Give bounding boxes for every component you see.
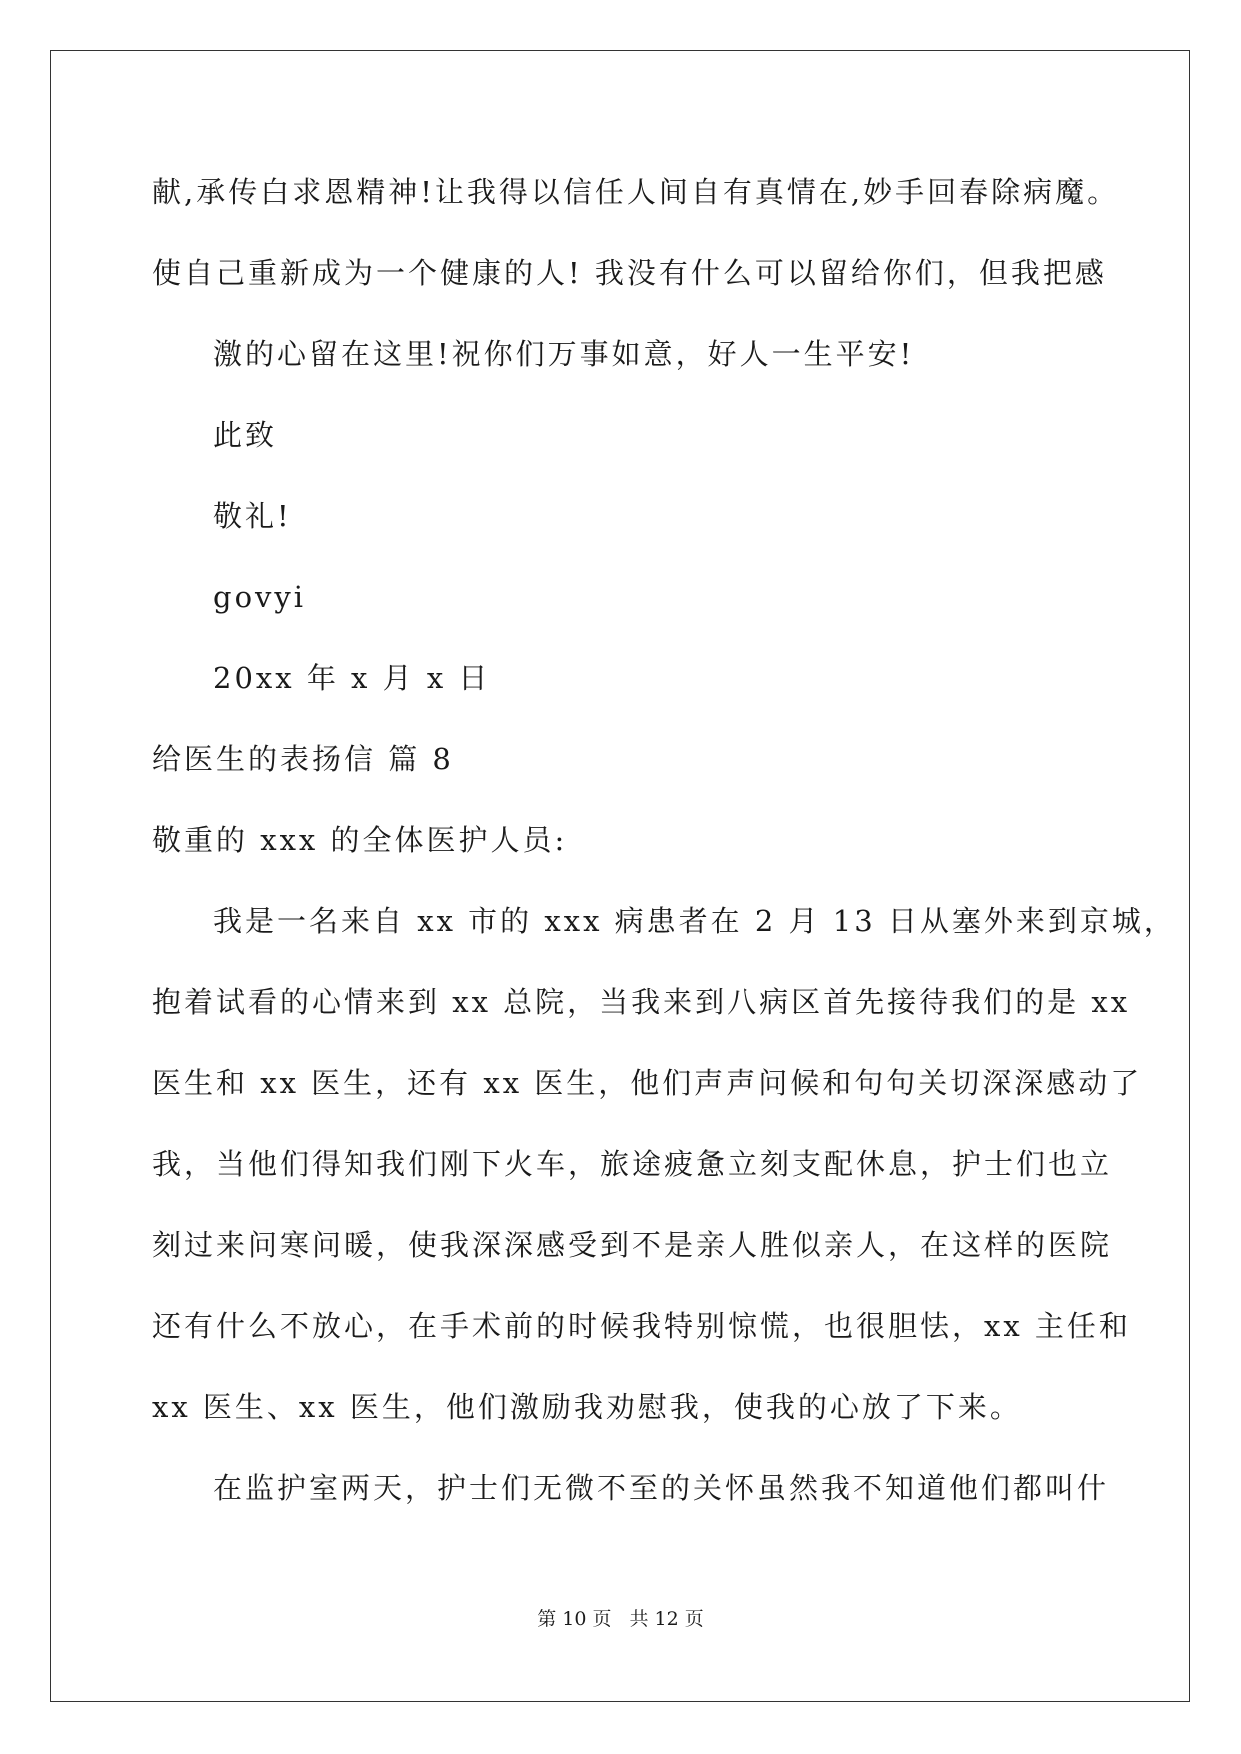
text-line: 使自己重新成为一个健康的人! 我没有什么可以留给你们，但我把感 [152, 256, 1107, 290]
text-line: xx 医生、xx 医生，他们激励我劝慰我，使我的心放了下来。 [152, 1390, 1022, 1424]
total-pages-label: 共 12 页 [629, 1608, 704, 1630]
page-footer [0, 1607, 1241, 1631]
greeting-line: 敬重的 xxx 的全体医护人员: [152, 823, 568, 857]
text-line: 我，当他们得知我们刚下火车，旅途疲惫立刻支配休息，护士们也立 [152, 1147, 1113, 1181]
text-line: 激的心留在这里!祝你们万事如意，好人一生平安! [213, 337, 915, 371]
text-line: 还有什么不放心，在手术前的时候我特别惊慌，也很胆怯，xx 主任和 [152, 1309, 1131, 1343]
text-line: 抱着试看的心情来到 xx 总院，当我来到八病区首先接待我们的是 xx [152, 985, 1131, 1019]
page-border [50, 50, 1190, 1702]
section-heading: 给医生的表扬信 篇 8 [152, 742, 454, 776]
text-line: 刻过来问寒问暖，使我深深感受到不是亲人胜似亲人，在这样的医院 [152, 1228, 1113, 1262]
text-line: 医生和 xx 医生，还有 xx 医生，他们声声问候和句句关切深深感动了 [152, 1066, 1143, 1100]
current-page-label: 第 10 页 [537, 1608, 612, 1630]
text-line: 在监护室两天，护士们无微不至的关怀虽然我不知道他们都叫什 [213, 1471, 1110, 1505]
text-line: 我是一名来自 xx 市的 xxx 病患者在 2 月 13 日从塞外来到京城， [213, 904, 1176, 938]
closing-salutation: 此致 [213, 418, 278, 452]
text-line: 献,承传白求恩精神!让我得以信任人间自有真情在,妙手回春除病魔。 [152, 175, 1120, 209]
date-line: 20xx 年 x 月 x 日 [213, 661, 491, 695]
closing-regards: 敬礼! [213, 499, 292, 533]
signature: govyi [213, 580, 307, 614]
